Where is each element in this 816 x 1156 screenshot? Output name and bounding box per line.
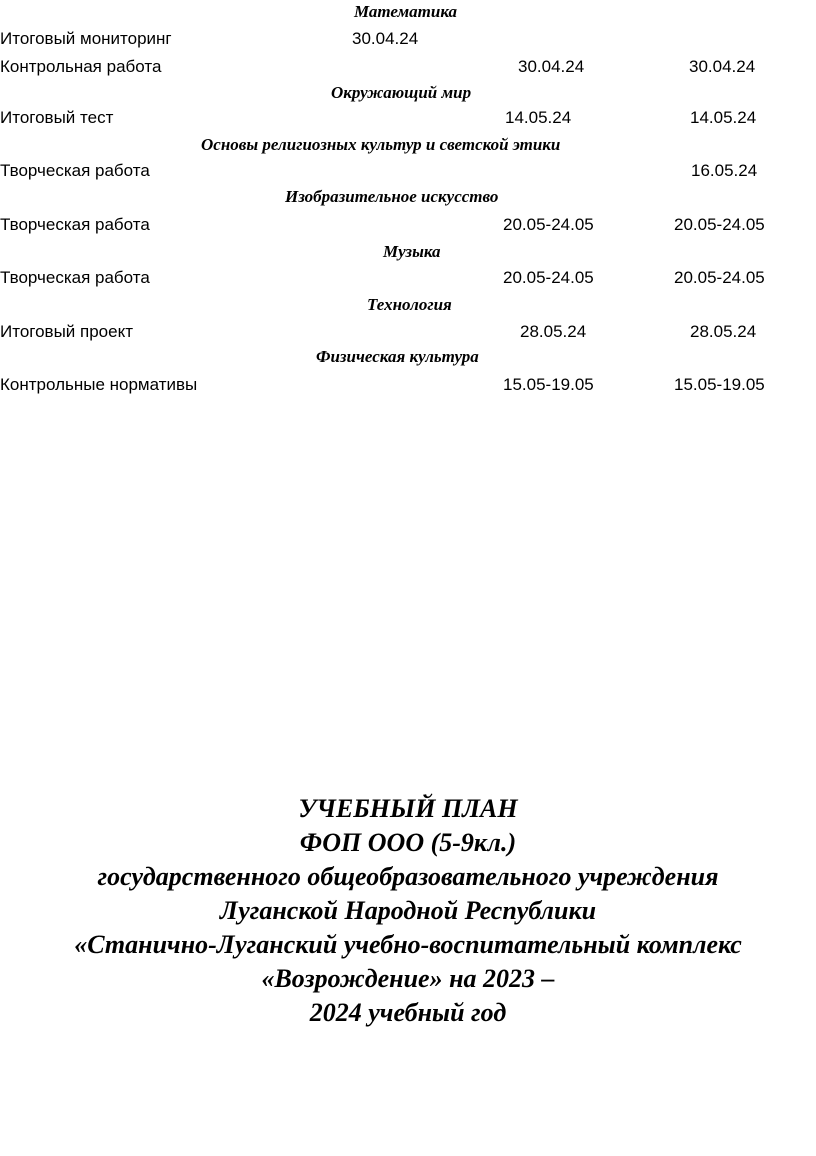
assessment-name: Творческая работа — [0, 215, 150, 234]
assessment-name: Творческая работа — [0, 268, 150, 287]
title-line: «Станично-Луганский учебно-воспитательный комплекс — [74, 930, 742, 959]
curriculum-title — [0, 792, 816, 1030]
title-line: Луганской Народной Республики — [219, 896, 597, 925]
assessment-name: Творческая работа — [0, 161, 150, 180]
subject-heading-technology: Технология — [367, 295, 452, 314]
assessment-date: 30.04.24 — [689, 57, 756, 76]
assessment-date: 20.05-24.05 — [503, 268, 594, 287]
assessment-date: 28.05.24 — [520, 322, 587, 341]
title-line: 2024 учебный год — [309, 998, 507, 1027]
assessment-date: 28.05.24 — [690, 322, 757, 341]
title-line: государственного общеобразовательного учреждения — [97, 862, 719, 891]
assessment-date: 30.04.24 — [518, 57, 585, 76]
title-line: ФОП ООО (5-9кл.) — [299, 828, 517, 857]
assessment-name: Итоговый мониторинг — [0, 29, 172, 48]
title-line: «Возрождение» на 2023 – — [261, 964, 555, 993]
assessment-date: 15.05-19.05 — [674, 375, 765, 394]
subject-heading-math: Математика — [354, 2, 458, 21]
subject-heading-music: Музыка — [383, 242, 441, 261]
subject-heading-world: Окружающий мир — [331, 83, 472, 102]
title-line: УЧЕБНЫЙ ПЛАН — [298, 794, 518, 823]
assessment-name: Контрольные нормативы — [0, 375, 198, 394]
assessment-date: 14.05.24 — [505, 108, 572, 127]
assessment-name: Итоговый тест — [0, 108, 114, 127]
assessment-date: 20.05-24.05 — [674, 268, 765, 287]
subject-heading-religion: Основы религиозных культур и светской этики — [201, 135, 561, 154]
assessment-date: 15.05-19.05 — [503, 375, 594, 394]
assessment-name: Контрольная работа — [0, 57, 162, 76]
subject-heading-art: Изобразительное искусство — [285, 187, 499, 206]
assessment-date: 16.05.24 — [691, 161, 758, 180]
assessment-date: 14.05.24 — [690, 108, 757, 127]
assessment-date: 30.04.24 — [352, 29, 419, 48]
assessment-date: 20.05-24.05 — [503, 215, 594, 234]
assessment-name: Итоговый проект — [0, 322, 134, 341]
subject-heading-pe: Физическая культура — [316, 347, 479, 366]
assessment-date: 20.05-24.05 — [674, 215, 765, 234]
